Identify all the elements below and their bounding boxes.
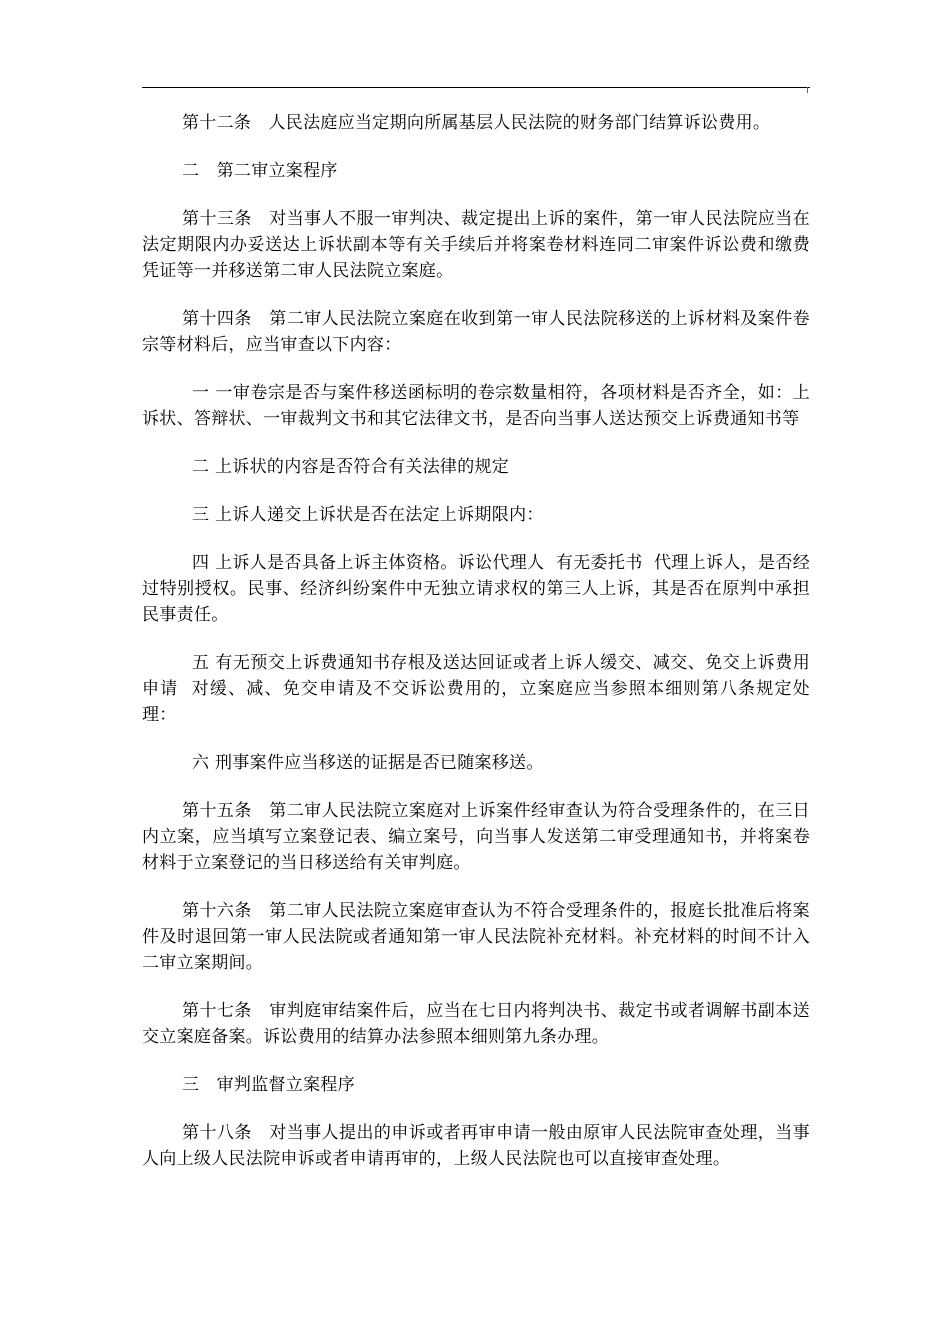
article-17: 第十七条 审判庭审结案件后，应当在七日内将判决书、裁定书或者调解书副本送交立案庭备案。诉讼费用的结算办法参照本细则第九条办理。 — [142, 1001, 810, 1047]
article-14-item-6: 六 刑事案件应当移送的证据是否已随案移送。 — [192, 753, 544, 773]
article-15: 第十五条 第二审人民法院立案庭对上诉案件经审查认为符合受理条件的，在三日内立案，应当填写立案登记表、编立案号，向当事人发送第二审受理通知书，并将案卷材料于立案登记的当日移送给有关审判庭。 — [142, 801, 810, 873]
article-13: 第十三条 对当事人不服一审判决、裁定提出上诉的案件，第一审人民法院应当在法定期限内办妥送达上诉状副本等有关手续后并将案卷材料连同二审案件诉讼费和缴费凭证等一并移送第二审人民法院立案庭。 — [142, 209, 810, 281]
document-body — [142, 110, 810, 1194]
article-18: 第十八条 对当事人提出的申诉或者再审申请一般由原审人民法院审查处理，当事人向上级人民法院申诉或者申请再审的，上级人民法院也可以直接审查处理。 — [142, 1123, 810, 1169]
section-heading-second-instance: 二 第二审立案程序 — [182, 161, 338, 181]
article-14-item-4: 四 上诉人是否具备上诉主体资格。诉讼代理人 有无委托书 代理上诉人，是否经过特别授权。民事、经济纠纷案件中无独立请求权的第三人上诉，其是否在原判中承担民事责任。 — [142, 553, 810, 625]
article-14-item-3: 三 上诉人递交上诉状是否在法定上诉期限内： — [192, 505, 544, 525]
header-rule-tick — [807, 87, 808, 93]
article-14: 第十四条 第二审人民法院立案庭在收到第一审人民法院移送的上诉材料及案件卷宗等材料后，应当审查以下内容： — [142, 309, 810, 355]
section-heading-supervision: 三 审判监督立案程序 — [182, 1075, 355, 1095]
header-rule — [142, 87, 810, 88]
article-14-item-1: 一 一审卷宗是否与案件移送函标明的卷宗数量相符，各项材料是否齐全，如：上诉状、答辩状、一审裁判文书和其它法律文书，是否向当事人送达预交上诉费通知书等 — [142, 383, 810, 429]
article-12: 第十二条 人民法庭应当定期向所属基层人民法院的财务部门结算诉讼费用。 — [182, 113, 771, 133]
article-14-item-5: 五 有无预交上诉费通知书存根及送达回证或者上诉人缓交、减交、免交上诉费用申请 对缓、减、免交申请及不交诉讼费用的，立案庭应当参照本细则第八条规定处理： — [142, 653, 810, 725]
article-14-item-2: 二 上诉状的内容是否符合有关法律的规定 — [192, 457, 510, 477]
article-16: 第十六条 第二审人民法院立案庭审查认为不符合受理条件的，报庭长批准后将案件及时退回第一审人民法院或者通知第一审人民法院补充材料。补充材料的时间不计入二审立案期间。 — [142, 901, 810, 973]
